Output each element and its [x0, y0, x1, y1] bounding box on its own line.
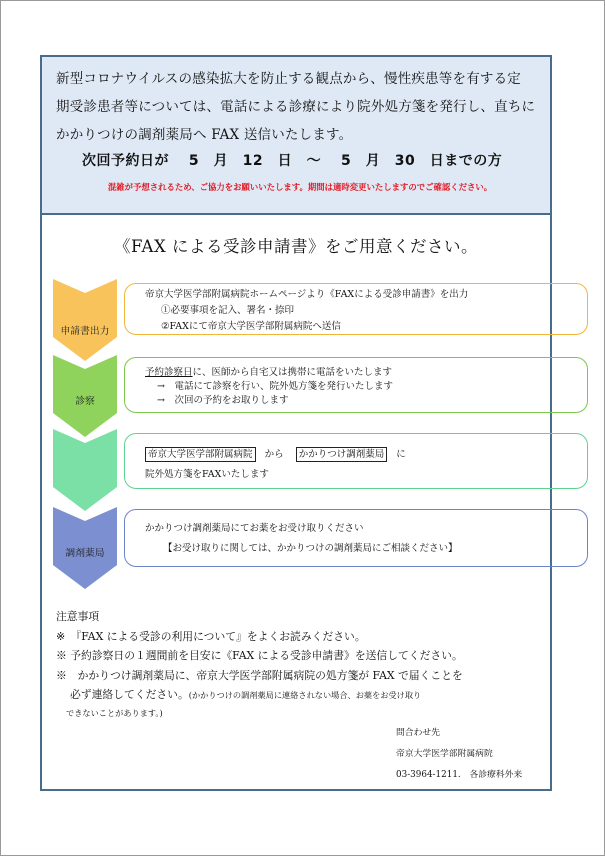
note-cont-1: 必ず連絡してください。 — [70, 688, 189, 701]
document-frame — [40, 55, 552, 791]
warning-text: 混雑が予想されるため、ご協力をお願いいたします。期間は適時変更いたしますのでご確認ください。 — [107, 182, 493, 192]
step-1-label: 申請書出力 — [60, 326, 110, 337]
note-cont-1-small: (かかりつけの調剤薬局に連絡されない場合、お薬をお受け取り — [188, 690, 422, 700]
page-heading: 《FAX による受診申請書》をご用意ください。 — [114, 237, 478, 256]
ni-text: に — [396, 449, 406, 460]
note-cont-2-small: できないことがあります。) — [66, 707, 163, 718]
step-4-line-2: 【お受け取りに関しては、かかりつけの調剤薬局にご相談ください】 — [163, 543, 458, 554]
contact-block — [396, 723, 522, 786]
step-2-label: 診察 — [75, 396, 95, 407]
note-item-3-cont — [56, 685, 463, 706]
contact-phone: 03-3964-1211. 各診療科外来 — [396, 770, 523, 780]
step-3-chevron — [53, 429, 117, 511]
notice-line-1: 新型コロナウイルスの感染拡大を防止する観点から、慢性疾患等を有する定 — [56, 71, 521, 87]
step-4-label: 調剤薬局 — [65, 548, 105, 559]
notice-line-2: 期受診患者等については、電話による診療により院外処方箋を発行し、直ちに — [56, 99, 536, 115]
step-2-line-2: → 電話にて診察を行い、院外処方箋を発行いたします — [157, 381, 393, 392]
notes-section — [56, 607, 463, 720]
notice-line-3: かかりつけの調剤薬局へ FAX 送信いたします。 — [56, 127, 353, 143]
step-2-line-1-rest: に、医師から自宅又は携帯に電話をいたします — [192, 367, 393, 378]
step-3-line-1 — [145, 446, 406, 460]
step-1-line-2: ①必要事項を記入、署名・捺印 — [161, 305, 295, 316]
step-1-line-1: 帝京大学医学部附属病院ホームページより《FAXによる受診申請書》を出力 — [145, 289, 469, 300]
appointment-period: 次回予約日が 5 月 12 日 ～ 5 月 30 日までの方 — [82, 153, 503, 169]
notice-box — [42, 57, 550, 215]
to-pharmacy-box: かかりつけ調剤薬局 — [296, 447, 388, 462]
contact-title: 問合わせ先 — [396, 728, 440, 738]
note-item-3: ※ かかりつけ調剤薬局に、帝京大学医学部附属病院の処方箋が FAX で届くことを — [56, 668, 463, 682]
notice-text — [56, 65, 542, 149]
step-1-chevron — [53, 279, 117, 361]
notes-title: 注意事項 — [56, 610, 100, 623]
step-4-line-1: かかりつけ調剤薬局にてお薬をお受け取りください — [145, 523, 364, 534]
step-4-box — [124, 509, 588, 567]
step-1-line-3: ②FAXにて帝京大学医学部附属病院へ送信 — [161, 321, 341, 332]
contact-org: 帝京大学医学部附属病院 — [396, 749, 493, 759]
step-3-line-2: 院外処方箋をFAXいたします — [145, 469, 269, 480]
from-hospital-box: 帝京大学医学部附属病院 — [145, 447, 256, 462]
appointment-day-underlined: 予約診察日 — [145, 367, 193, 378]
step-3-box — [124, 433, 588, 489]
step-2-line-1 — [145, 364, 392, 378]
kara-text: から — [264, 449, 284, 460]
note-item-2: ※ 予約診察日の１週間前を目安に《FAX による受診申請書》を送信してください。 — [56, 649, 463, 662]
note-item-1: ※ 『FAX による受診の利用について』をよくお読みください。 — [56, 629, 366, 643]
step-1-box — [124, 283, 588, 335]
step-2-line-3: → 次回の予約をお取りします — [157, 395, 289, 406]
step-2-box — [124, 357, 588, 413]
